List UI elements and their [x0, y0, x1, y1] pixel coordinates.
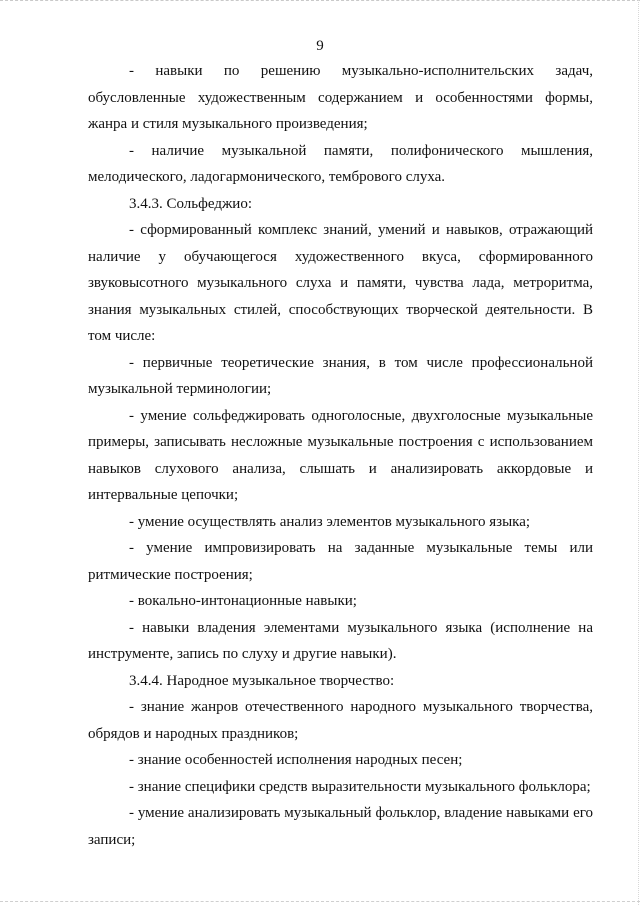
paragraph-theory-knowledge: - первичные теоретические знания, в том числе профессиональной музыкальной терминологии;	[88, 354, 593, 397]
section-heading-folk-music: 3.4.4. Народное музыкальное творчество:	[129, 672, 395, 689]
scan-edge-bottom	[0, 901, 640, 903]
paragraph-folk-expressiveness: - знание специфики средств выразительности музыкального фольклора;	[129, 778, 591, 795]
paragraph-musical-memory: - наличие музыкальной памяти, полифонического мышления, мелодического, ладогармонического, тембрового слуха.	[88, 142, 593, 185]
document-body	[88, 58, 593, 853]
paragraph-solfeggio-skill: - умение сольфеджировать одноголосные, двухголосные музыкальные примеры, записывать несложные музыкальные построения с использованием навыков слухового анализа, слышать и анализировать аккордовые и интервальные цепочки;	[88, 407, 593, 503]
section-heading-solfeggio: 3.4.3. Сольфеджио:	[129, 195, 253, 212]
scan-edge-right	[637, 0, 639, 905]
paragraph-improvisation-skill: - умение импровизировать на заданные музыкальные темы или ритмические построения;	[88, 540, 593, 583]
paragraph-folk-songs: - знание особенностей исполнения народных песен;	[129, 752, 463, 768]
paragraph-language-skills: - навыки владения элементами музыкального языка (исполнение на инструменте, запись по слуху и другие навыки).	[88, 619, 593, 662]
paragraph-performance-skills: - навыки по решению музыкально-исполнительских задач, обусловленные художественным содержанием и особенностями формы, жанра и стиля музыкального произведения;	[88, 63, 593, 132]
paragraph-folk-genres: - знание жанров отечественного народного музыкального творчества, обрядов и народных праздников;	[88, 699, 593, 742]
paragraph-vocal-skills: - вокально-интонационные навыки;	[129, 593, 357, 609]
scan-edge-top	[0, 0, 640, 3]
paragraph-analysis-skill: - умение осуществлять анализ элементов музыкального языка;	[129, 513, 531, 530]
page-number: 9	[316, 38, 324, 54]
paragraph-folk-analysis: - умение анализировать музыкальный фольклор, владение навыками его записи;	[88, 805, 593, 848]
paragraph-solfeggio-complex: - сформированный комплекс знаний, умений и навыков, отражающий наличие у обучающегося художественного вкуса, сформированного звуковысотного музыкального слуха и памяти, чувства лада, метроритма, знания музыкальных стилей, способствующих творческой деятельности. В том числе:	[88, 222, 593, 344]
